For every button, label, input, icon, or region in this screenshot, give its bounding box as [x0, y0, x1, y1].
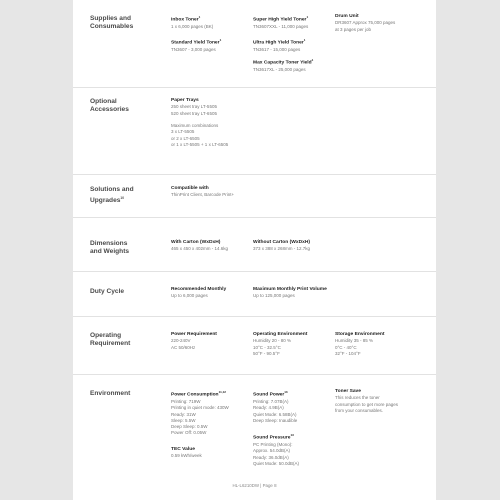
page-footer: HL-L6210DW | Page 8	[232, 483, 277, 488]
super-high-yield-toner: Super High Yield Toner$^1$ TN3607XXL - 11,000 pages	[253, 15, 309, 29]
row-environment	[73, 375, 436, 475]
sound-power: Sound Power$^{13}$ Printing: 7.07B(A) Ready: 4.9B(A) Quiet Mode: 6.58B(A) Deep Sleep: Inaudible	[253, 390, 298, 423]
with-carton: With Carton (WxDxH) 465 x 450 x 402mm - 14.6kg	[171, 240, 229, 252]
row-label-dimensions: Dimensions and Weights	[90, 240, 130, 255]
max-capacity-toner: Max Capacity Toner Yield$^1$ TN3617XL - 25,000 pages	[253, 58, 314, 72]
power-consumption: Power Consumption$^{11,12}$ Printing: 719W Printing in quiet mode: 430W Ready: 31W Sleep: 5.5W Deep Sleep: 0.5W Power Off: 0.05W	[171, 390, 229, 436]
sound-pressure: Sound Pressure$^{13}$ PC Printing (Mono): Approx. 54.0dB(A) Ready: 36.0dB(A) Quiet Mode: 50.0dB(A)	[253, 433, 300, 466]
ultra-high-yield-toner: Ultra High Yield Toner$^1$ TN3617 - 15,000 pages	[253, 38, 306, 52]
storage-environment: Storage Environment Humidity 35 - 85 % 0°C - 40°C 32°F - 104°F	[335, 332, 385, 356]
row-solutions	[73, 175, 436, 218]
row-label-supplies: Supplies and Consumables	[90, 15, 134, 30]
row-duty-cycle	[73, 272, 436, 317]
power-requirement: Power Requirement 220-240V AC 50/60Hz	[171, 332, 217, 350]
row-dimensions	[73, 218, 436, 272]
maximum-monthly: Maximum Monthly Print Volume Up to 125,000 pages	[253, 287, 327, 299]
tec-value: TEC Value 0.59 kWh/week	[171, 447, 202, 459]
row-label-duty: Duty Cycle	[90, 288, 125, 295]
row-operating	[73, 317, 436, 375]
toner-save: Toner Save This reduces the toner consumption to get more pages from your consumables.	[335, 389, 399, 413]
spec-sheet-page	[73, 0, 436, 500]
row-label-optional: Optional Accessories	[90, 98, 129, 113]
standard-yield-toner: Standard Yield Toner$^1$ TN3607 - 3,000 pages	[171, 38, 222, 52]
paper-trays: Paper Trays 250 sheet tray LT-5505 520 sheet tray LT-6505 Maximum combinations 3 x LT-5505 or 2 x LT-6505 or 1 x LT-5505 + 1 x LT-6505	[171, 98, 229, 148]
without-carton: Without Carton (WxDxH) 373 x 388 x 268mm - 12.7kg	[253, 240, 311, 252]
recommended-monthly: Recommended Monthly Up to 6,000 pages	[171, 287, 227, 299]
row-label-environment: Environment	[90, 390, 131, 397]
row-label-solutions: Solutions and Upgrades$^{10}$	[90, 186, 134, 205]
operating-environment: Operating Environment Humidity 20 - 80 % 10°C - 32.5°C 50°F - 90.5°F	[253, 332, 308, 356]
row-label-operating: Operating Requirement	[90, 332, 131, 347]
drum-unit: Drum Unit DR3607 Approx 75,000 pages at 3 pages per job	[335, 14, 396, 32]
row-supplies	[73, 0, 436, 88]
row-optional-accessories	[73, 88, 436, 175]
inbox-toner: Inbox Toner$^1$ 1 x 6,000 pages (BK)	[171, 15, 214, 29]
compatible-with: Compatible with ThinPrint Client, Barcode Print+	[171, 186, 235, 198]
